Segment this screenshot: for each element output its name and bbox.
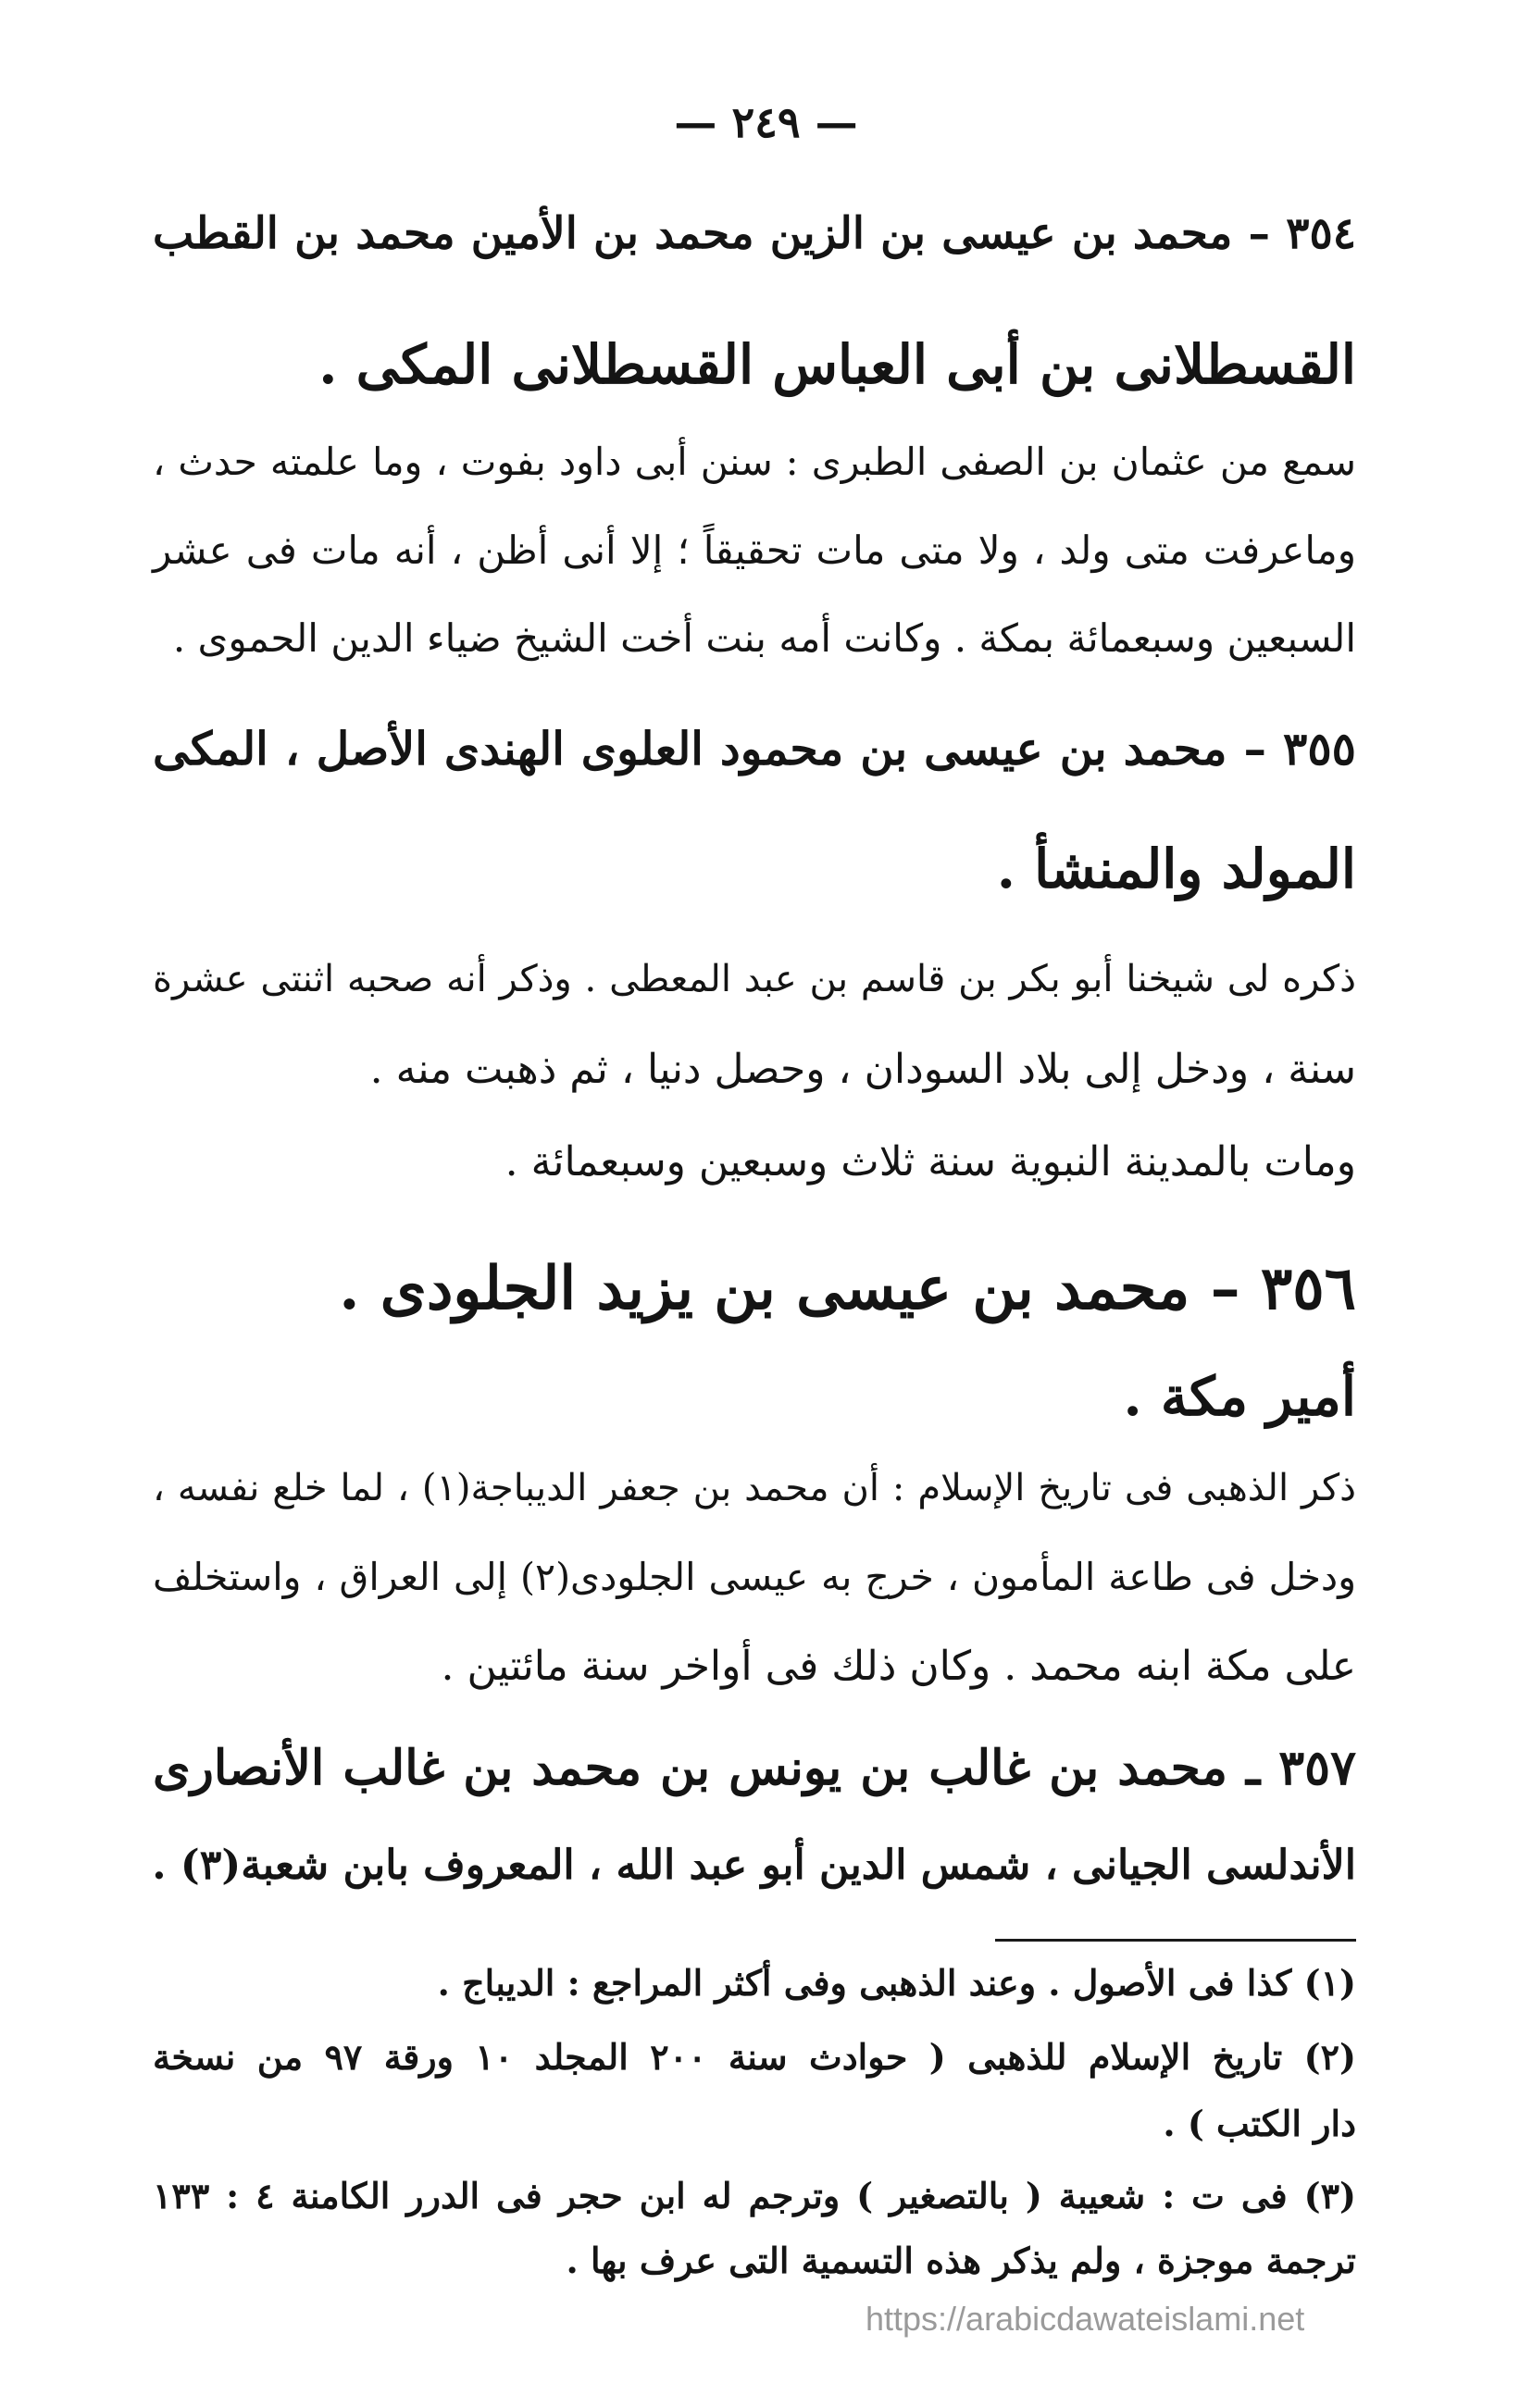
entry-355-body-line-3: ومات بالمدينة النبوية سنة ثلاث وسبعين وسبعمائة .	[504, 1138, 1356, 1185]
entry-356-heading-line-1: ٣٥٦ – محمد بن عيسى بن يزيد الجلودى .	[339, 1254, 1356, 1323]
entry-356-heading-line-2: أمير مكة .	[1123, 1365, 1356, 1428]
entry-354-heading-line-1: ٣٥٤ – محمد بن عيسى بن الزين محمد بن الأمين محمد بن القطب	[153, 208, 1356, 259]
entry-356-body-line-1: ذكر الذهبى فى تاريخ الإسلام : أن محمد بن جعفر الديباجة(١) ، لما خلع نفسه ،	[153, 1467, 1356, 1509]
entry-357-heading-line-2: الأندلسى الجيانى ، شمس الدين أبو عبد الله ، المعروف بابن شعبة(٣) .	[152, 1842, 1356, 1889]
footnote-2-line-1: (٢) تاريخ الإسلام للذهبى ( حوادث سنة ٢٠٠ المجلد ١٠ ورقة ٩٧ من نسخة	[153, 2036, 1356, 2078]
entry-356-body-line-2: ودخل فى طاعة المأمون ، خرج به عيسى الجلودى(٢) إلى العراق ، واستخلف	[153, 1555, 1356, 1599]
entry-355-body-line-1: ذكره لى شيخنا أبو بكر بن قاسم بن عبد المعطى . وذكر أنه صحبه اثنتى عشرة	[153, 958, 1356, 1000]
entry-355-body-line-2: سنة ، ودخل إلى بلاد السودان ، وحصل دنيا ، ثم ذهبت منه .	[369, 1046, 1356, 1093]
entry-355-heading-line-1: ٣٥٥ – محمد بن عيسى بن محمود العلوى الهندى الأصل ، المكى	[153, 722, 1356, 776]
entry-354-body-line-1: سمع من عثمان بن الصفى الطبرى : سنن أبى داود بفوت ، وما علمته حدث ،	[153, 440, 1356, 484]
footnote-divider	[995, 1939, 1356, 1942]
entry-355-heading-line-2: المولد والمنشأ .	[996, 838, 1356, 900]
footnote-2-line-2: دار الكتب ) .	[1163, 2103, 1356, 2144]
entry-354-body-line-2: وماعرفت متى ولد ، ولا متى مات تحقيقاً ؛ إلا أنى أظن ، أنه مات فى عشر	[153, 528, 1356, 573]
footnote-1: (١) كذا فى الأصول . وعند الذهبى وفى أكثر المراجع : الديباج .	[437, 1962, 1356, 2004]
page-number: — ٢٤٩ —	[674, 97, 858, 147]
entry-354-heading-line-2: القسطلانى بن أبى العباس القسطلانى المكى .	[318, 333, 1356, 396]
watermark-url: https://arabicdawateislami.net	[866, 2300, 1305, 2338]
footnote-3-line-2: ترجمة موجزة ، ولم يذكر هذه التسمية التى عرف بها .	[566, 2240, 1356, 2281]
entry-356-body-line-3: على مكة ابنه محمد . وكان ذلك فى أواخر سنة مائتين .	[441, 1643, 1356, 1690]
entry-357-heading-line-1: ٣٥٧ ـ محمد بن غالب بن يونس بن محمد بن غالب الأنصارى	[153, 1740, 1356, 1796]
entry-354-body-line-3: السبعين وسبعمائة بمكة . وكانت أمه بنت أخت الشيخ ضياء الدين الحموى .	[172, 615, 1356, 661]
footnote-3-line-1: (٣) فى ت : شعيبة ( بالتصغير ) وترجم له ابن حجر فى الدرر الكامنة ٤ : ١٣٣	[153, 2175, 1356, 2216]
